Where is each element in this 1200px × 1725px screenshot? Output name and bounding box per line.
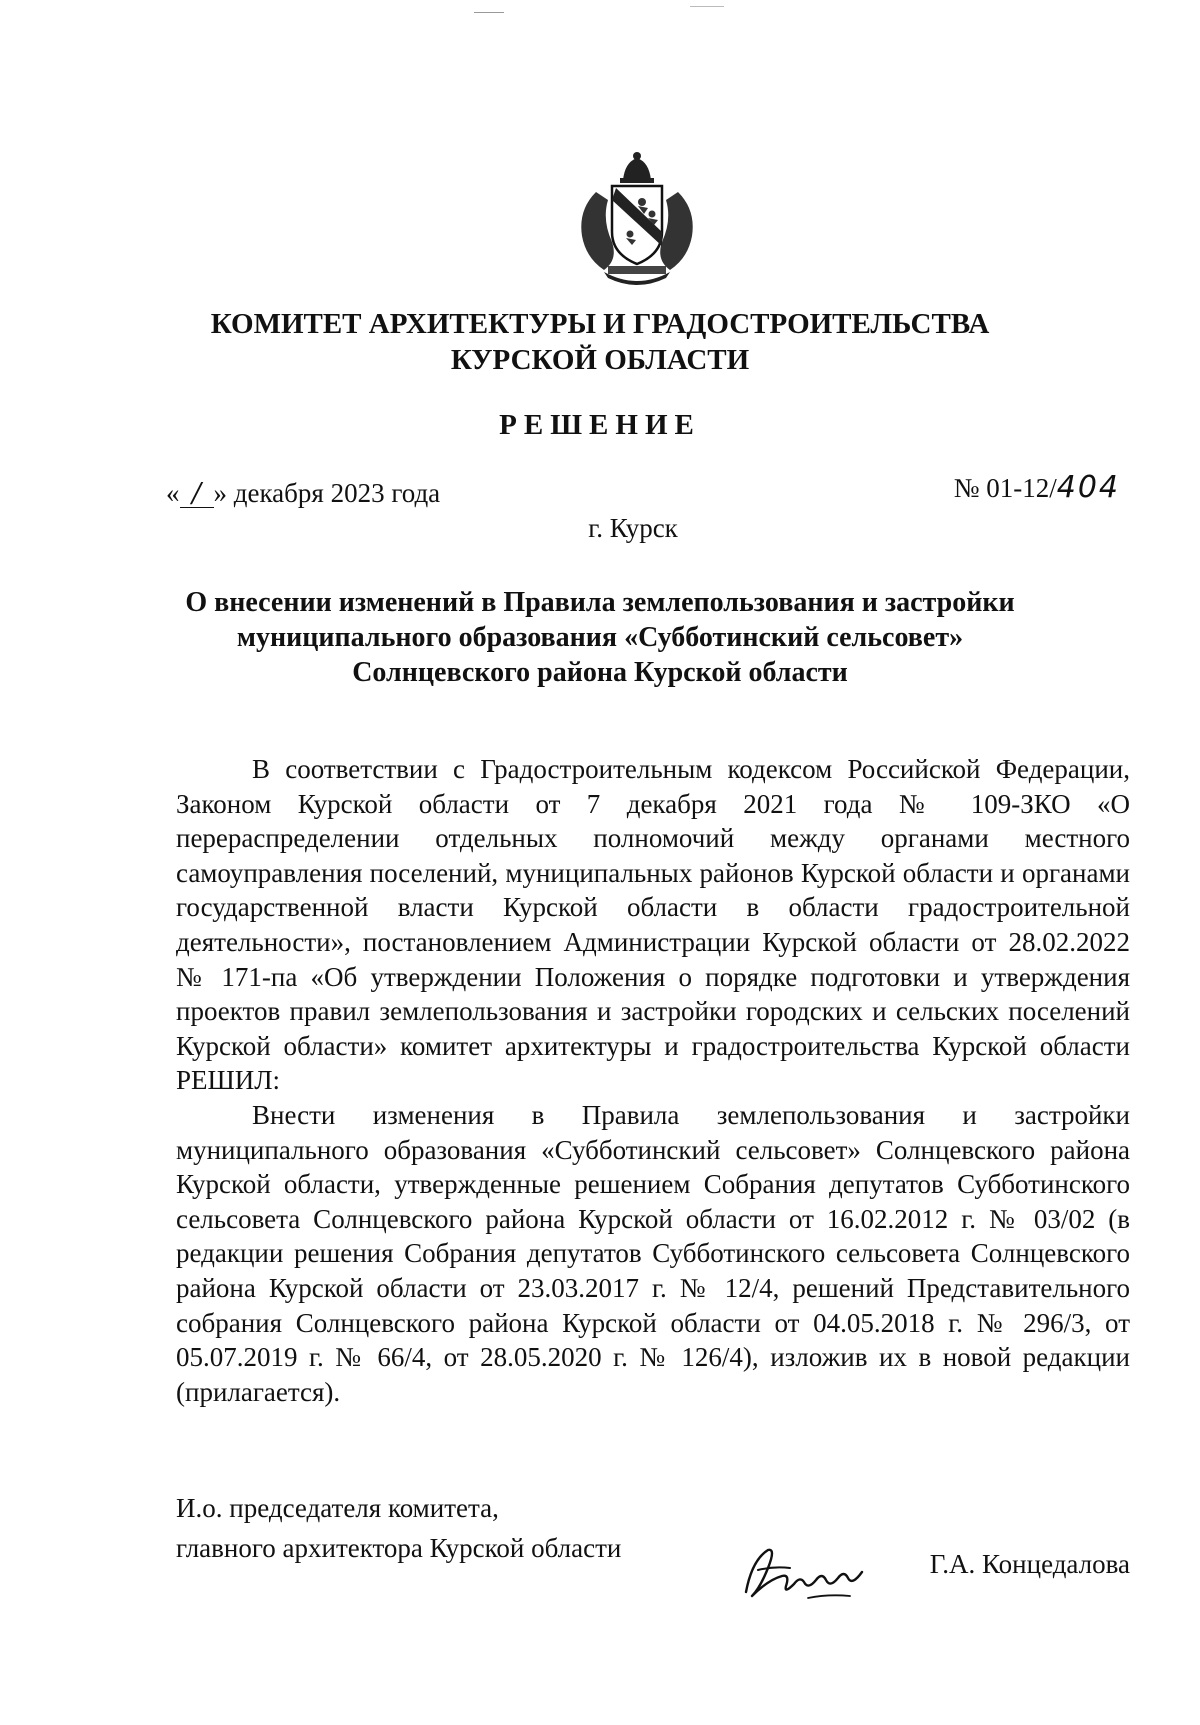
body-paragraph-2: Внести изменения в Правила землепользования и застройки муниципального образования «Субботинский сельсовет» Солнцевского района Курской области, утвержденные решением Собрания депутатов Субботинского сельсовета Солнцевского района Курской области от 16.02.2012 г. № 03/02 (в редакции решения Собрания депутатов Субботинского сельсовета Солнцевского района Курской области от 23.03.2017 г. № 12/4, решений Представительного собрания Солнцевского района Курской области от 04.05.2018 г. № 296/3, от 05.07.2019 г. № 66/4, от 28.05.2020 г. № 126/4), изложив их в новой редакции (прилагается). bbox=[176, 1099, 1130, 1407]
subject-line-1: О внесении изменений в Правила землепользования и застройки bbox=[185, 587, 1015, 618]
scan-artifact bbox=[474, 12, 504, 13]
coat-of-arms-icon bbox=[568, 150, 706, 286]
document-city: г. Курск bbox=[588, 513, 678, 543]
body-paragraph-1: В соответствии с Градостроительным кодексом Российской Федерации, Законом Курской области от 7 декабря 2021 года № 109-ЗКО «О перераспределении отдельных полномочий между органами местного самоуправления поселений, муниципальных районов Курской области и органами государственной власти Курской области в области градостроительной деятельности», постановлением Администрации Курской области от 28.02.2022 № 171-па «Об утверждении Положения о порядке подготовки и утверждения проектов правил землепользования и застройки городских и сельских поселений Курской области» комитет архитектуры и градостроительства Курской области РЕШИЛ: bbox=[176, 754, 1130, 1096]
org-line-2: КУРСКОЙ ОБЛАСТИ bbox=[450, 344, 750, 376]
signatory-title bbox=[176, 1488, 621, 1568]
date-prefix: « bbox=[166, 478, 180, 508]
date-suffix: » декабря 2023 года bbox=[213, 478, 441, 508]
scan-artifact bbox=[690, 6, 724, 7]
signatory-name: Г.А. Концедалова bbox=[929, 1549, 1130, 1579]
document-type: РЕШЕНИЕ bbox=[499, 409, 701, 441]
handwritten-day: / bbox=[180, 481, 214, 508]
org-line-1: КОМИТЕТ АРХИТЕКТУРЫ И ГРАДОСТРОИТЕЛЬСТВА bbox=[210, 308, 990, 340]
subject-line-2: муниципального образования «Субботинский сельсовет» bbox=[236, 622, 964, 653]
document-body bbox=[176, 752, 1130, 1409]
document-date bbox=[166, 478, 440, 509]
organization-name bbox=[0, 306, 1200, 378]
handwritten-signature bbox=[738, 1540, 868, 1604]
number-prefix: № 01-12/ bbox=[953, 473, 1057, 503]
document-subject bbox=[0, 585, 1200, 690]
document-number bbox=[954, 470, 1120, 505]
signatory-title-line-2: главного архитектора Курской области bbox=[176, 1533, 622, 1563]
subject-line-3: Солнцевского района Курской области bbox=[352, 657, 848, 688]
signatory-title-line-1: И.о. председателя комитета, bbox=[176, 1493, 499, 1523]
handwritten-number: 404 bbox=[1056, 470, 1120, 505]
